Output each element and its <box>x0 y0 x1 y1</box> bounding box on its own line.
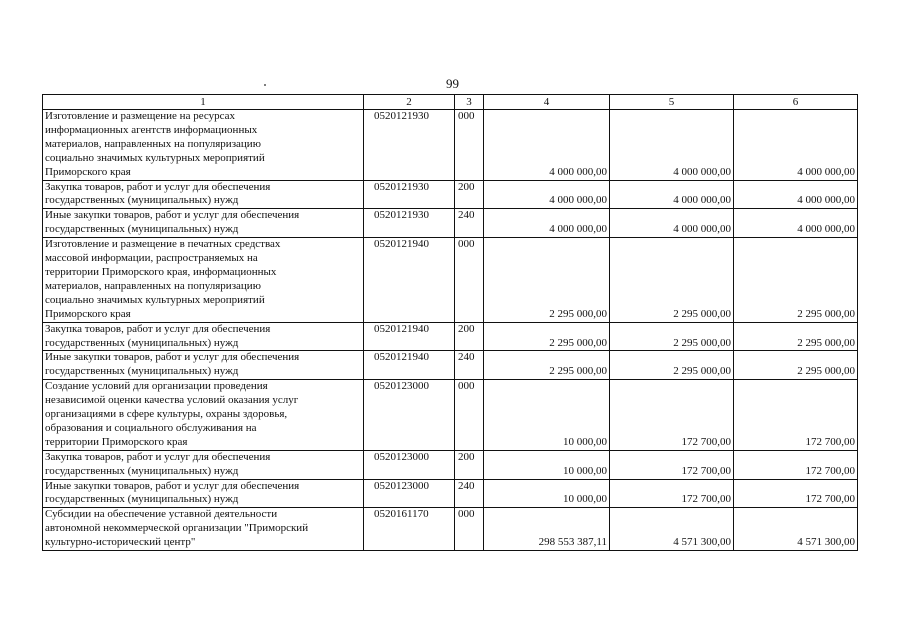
row-value-col4: 10 000,00 <box>484 479 610 508</box>
column-header: 3 <box>455 95 484 110</box>
row-value-col6: 2 295 000,00 <box>734 238 858 322</box>
row-description <box>43 209 364 238</box>
row-description <box>43 508 364 551</box>
row-expense-type: 000 <box>455 238 484 322</box>
table-row <box>43 180 858 209</box>
column-header: 6 <box>734 95 858 110</box>
description-line: Иные закупки товаров, работ и услуг для обеспечения <box>45 479 300 492</box>
description-line: социально значимых культурных мероприятий <box>45 151 265 164</box>
description-line: информационных агентств информационных <box>45 123 258 136</box>
row-value-col5: 172 700,00 <box>610 479 734 508</box>
row-description <box>43 450 364 479</box>
row-value-col6: 172 700,00 <box>734 380 858 451</box>
description-line: массовой информации, распространяемых на <box>45 252 258 265</box>
scan-speck <box>264 84 266 86</box>
row-value-col6: 2 295 000,00 <box>734 351 858 380</box>
row-code: 0520121940 <box>364 351 455 380</box>
row-description <box>43 351 364 380</box>
description-line: территории Приморского края <box>45 435 188 448</box>
row-expense-type: 240 <box>455 479 484 508</box>
row-description <box>43 380 364 451</box>
description-line: государственных (муниципальных) нужд <box>45 336 239 349</box>
row-value-col4: 4 000 000,00 <box>484 209 610 238</box>
description-line: автономной некоммерческой организации "Приморский <box>45 522 309 535</box>
page-number: 99 <box>446 76 459 91</box>
row-value-col6: 4 000 000,00 <box>734 180 858 209</box>
row-code: 0520121940 <box>364 322 455 351</box>
row-code: 0520121930 <box>364 180 455 209</box>
column-header: 4 <box>484 95 610 110</box>
row-value-col5: 4 000 000,00 <box>610 209 734 238</box>
table-row <box>43 508 858 551</box>
description-line: государственных (муниципальных) нужд <box>45 194 239 207</box>
row-expense-type: 240 <box>455 209 484 238</box>
description-line: государственных (муниципальных) нужд <box>45 493 239 506</box>
row-code: 0520123000 <box>364 380 455 451</box>
description-line: Изготовление и размещение на ресурсах <box>45 110 235 122</box>
row-value-col6: 4 000 000,00 <box>734 110 858 181</box>
row-value-col4: 298 553 387,11 <box>484 508 610 551</box>
row-expense-type: 000 <box>455 380 484 451</box>
row-value-col5: 2 295 000,00 <box>610 238 734 322</box>
row-code: 0520161170 <box>364 508 455 551</box>
description-line: образования и социального обслуживания на <box>45 421 257 434</box>
description-line: Иные закупки товаров, работ и услуг для обеспечения <box>45 209 300 222</box>
row-code: 0520123000 <box>364 479 455 508</box>
table-row <box>43 322 858 351</box>
table-header-row <box>43 95 858 110</box>
row-value-col6: 2 295 000,00 <box>734 322 858 351</box>
row-value-col5: 2 295 000,00 <box>610 351 734 380</box>
row-code: 0520121940 <box>364 238 455 322</box>
row-value-col4: 4 000 000,00 <box>484 110 610 181</box>
table-row <box>43 450 858 479</box>
row-value-col4: 10 000,00 <box>484 380 610 451</box>
table-row <box>43 351 858 380</box>
row-value-col5: 4 571 300,00 <box>610 508 734 551</box>
row-value-col6: 4 571 300,00 <box>734 508 858 551</box>
row-description <box>43 110 364 181</box>
row-value-col4: 10 000,00 <box>484 450 610 479</box>
row-code: 0520121930 <box>364 209 455 238</box>
row-value-col6: 4 000 000,00 <box>734 209 858 238</box>
description-line: Иные закупки товаров, работ и услуг для обеспечения <box>45 351 300 364</box>
row-value-col4: 4 000 000,00 <box>484 180 610 209</box>
row-description <box>43 479 364 508</box>
row-code: 0520121930 <box>364 110 455 181</box>
description-line: Закупка товаров, работ и услуг для обеспечения <box>45 180 271 193</box>
description-line: Субсидии на обеспечение уставной деятельности <box>45 508 278 521</box>
description-line: Изготовление и размещение в печатных средствах <box>45 238 281 251</box>
row-value-col5: 172 700,00 <box>610 450 734 479</box>
row-expense-type: 240 <box>455 351 484 380</box>
row-value-col4: 2 295 000,00 <box>484 238 610 322</box>
row-value-col4: 2 295 000,00 <box>484 322 610 351</box>
row-expense-type: 000 <box>455 508 484 551</box>
row-code: 0520123000 <box>364 450 455 479</box>
description-line: территории Приморского края, информационных <box>45 265 277 278</box>
row-expense-type: 000 <box>455 110 484 181</box>
description-line: материалов, направленных на популяризацию <box>45 137 261 150</box>
row-expense-type: 200 <box>455 450 484 479</box>
row-value-col5: 2 295 000,00 <box>610 322 734 351</box>
column-header: 2 <box>364 95 455 110</box>
description-line: материалов, направленных на популяризацию <box>45 279 261 292</box>
column-header: 1 <box>43 95 364 110</box>
budget-table <box>42 94 858 551</box>
description-line: Закупка товаров, работ и услуг для обеспечения <box>45 322 271 335</box>
description-line: Приморского края <box>45 165 131 178</box>
row-expense-type: 200 <box>455 322 484 351</box>
description-line: Закупка товаров, работ и услуг для обеспечения <box>45 450 271 463</box>
row-value-col6: 172 700,00 <box>734 450 858 479</box>
table-row <box>43 238 858 322</box>
description-line: государственных (муниципальных) нужд <box>45 464 239 477</box>
row-value-col5: 4 000 000,00 <box>610 110 734 181</box>
description-line: культурно-исторический центр" <box>45 536 196 549</box>
row-value-col4: 2 295 000,00 <box>484 351 610 380</box>
description-line: государственных (муниципальных) нужд <box>45 365 239 378</box>
description-line: независимой оценки качества условий оказания услуг <box>45 394 299 407</box>
table-row <box>43 479 858 508</box>
row-description <box>43 180 364 209</box>
row-description <box>43 322 364 351</box>
description-line: Создание условий для организации проведения <box>45 380 268 393</box>
description-line: Приморского края <box>45 307 131 320</box>
row-expense-type: 200 <box>455 180 484 209</box>
table-row <box>43 110 858 181</box>
row-value-col5: 172 700,00 <box>610 380 734 451</box>
column-header: 5 <box>610 95 734 110</box>
table-row <box>43 209 858 238</box>
description-line: организациями в сфере культуры, охраны здоровья, <box>45 408 288 421</box>
table-row <box>43 380 858 451</box>
description-line: социально значимых культурных мероприятий <box>45 293 265 306</box>
row-value-col5: 4 000 000,00 <box>610 180 734 209</box>
row-value-col6: 172 700,00 <box>734 479 858 508</box>
description-line: государственных (муниципальных) нужд <box>45 223 239 236</box>
row-description <box>43 238 364 322</box>
